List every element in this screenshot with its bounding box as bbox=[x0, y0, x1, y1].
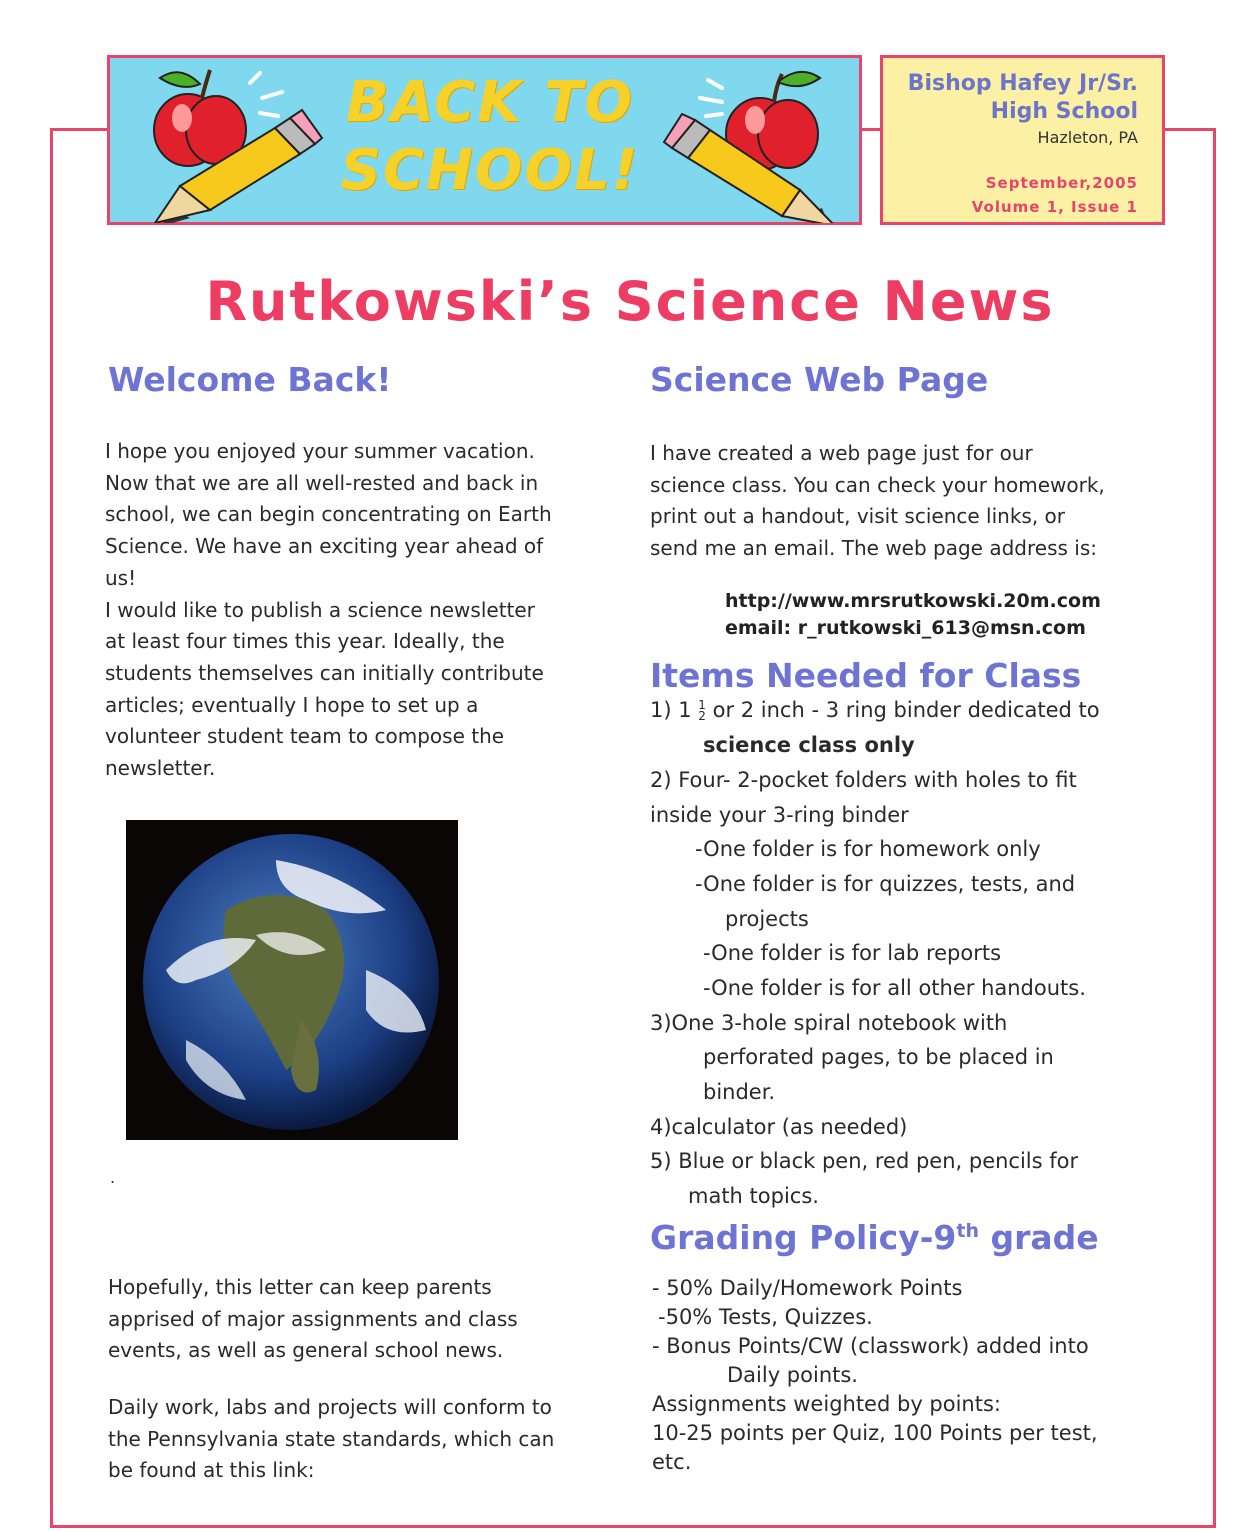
school-info-box bbox=[880, 55, 1165, 225]
grading-line: 10-25 points per Quiz, 100 Points per test, bbox=[652, 1421, 1098, 1445]
text-line: send me an email. The web page address is: bbox=[650, 536, 1097, 561]
text-line: be found at this link: bbox=[108, 1458, 315, 1483]
contact-links bbox=[725, 588, 1101, 642]
text-line: volunteer student team to compose the bbox=[105, 724, 505, 749]
text-line: school, we can begin concentrating on Earth bbox=[105, 502, 552, 527]
list-item: binder. bbox=[703, 1080, 776, 1104]
web-url-link[interactable]: http://www.mrsrutkowski.20m.com bbox=[725, 590, 1101, 612]
shine-rays-left bbox=[250, 73, 282, 116]
text-line: Daily work, labs and projects will conform to bbox=[108, 1395, 552, 1419]
grading-line: Daily points. bbox=[727, 1363, 858, 1387]
fraction-denominator: 2 bbox=[698, 709, 706, 723]
grading-heading-sup: th bbox=[956, 1220, 979, 1242]
welcome-heading: Welcome Back! bbox=[108, 360, 392, 399]
list-item: 5) Blue or black pen, red pen, pencils for bbox=[650, 1149, 1079, 1173]
fraction-half bbox=[698, 700, 706, 722]
list-item: -One folder is for quizzes, tests, and bbox=[695, 872, 1076, 896]
grading-line: - 50% Daily/Homework Points bbox=[652, 1276, 963, 1300]
fraction-numerator: 1 bbox=[698, 698, 706, 712]
text-line: apprised of major assignments and class bbox=[108, 1306, 518, 1331]
list-item: -One folder is for homework only bbox=[695, 837, 1041, 861]
email-link[interactable]: email: r_rutkowski_613@msn.com bbox=[725, 617, 1086, 639]
school-name-line1: Bishop Hafey Jr/Sr. bbox=[907, 71, 1138, 96]
text-line: at least four times this year. Ideally, the bbox=[105, 629, 505, 654]
web-heading: Science Web Page bbox=[650, 360, 989, 399]
text-line: students themselves can initially contribute bbox=[105, 660, 544, 685]
list-item: 3)One 3-hole spiral notebook with bbox=[650, 1011, 1008, 1035]
grading-line: - Bonus Points/CW (classwork) added into bbox=[652, 1334, 1089, 1358]
earth-image bbox=[126, 820, 458, 1140]
list-item: inside your 3-ring binder bbox=[650, 803, 909, 827]
newsletter-title: Rutkowski’s Science News bbox=[205, 270, 1055, 333]
list-item: projects bbox=[725, 907, 809, 931]
list-item: -One folder is for all other handouts. bbox=[703, 976, 1086, 1000]
issue-volume: Volume 1, Issue 1 bbox=[971, 198, 1138, 216]
list-item-bold: science class only bbox=[703, 733, 915, 757]
earth-globe-icon bbox=[126, 820, 458, 1140]
banner-title-line2: SCHOOL! bbox=[340, 138, 640, 203]
list-item: 4)calculator (as needed) bbox=[650, 1115, 908, 1139]
apple-icon bbox=[154, 70, 246, 166]
web-intro bbox=[650, 438, 1105, 565]
text-line: Hopefully, this letter can keep parents bbox=[108, 1275, 492, 1299]
text-line: newsletter. bbox=[105, 756, 216, 781]
text-line: I have created a web page just for our bbox=[650, 441, 1033, 465]
banner-title-line1: BACK TO bbox=[345, 70, 635, 135]
grading-heading bbox=[650, 1218, 1099, 1257]
text-line: I hope you enjoyed your summer vacation. bbox=[105, 439, 535, 463]
text-line: us! bbox=[105, 565, 137, 590]
welcome-intro bbox=[105, 436, 552, 785]
school-location: Hazleton, PA bbox=[1037, 128, 1138, 147]
text-line: the Pennsylvania state standards, which can bbox=[108, 1426, 555, 1451]
grading-line: Assignments weighted by points: bbox=[652, 1392, 1001, 1416]
list-item: 2) Four- 2-pocket folders with holes to fit bbox=[650, 768, 1077, 792]
text-line: science class. You can check your homework, bbox=[650, 472, 1105, 497]
list-item: math topics. bbox=[688, 1184, 819, 1208]
list-item: -One folder is for lab reports bbox=[703, 941, 1002, 965]
grading-heading-text: Grading Policy-9 bbox=[650, 1218, 957, 1257]
list-item bbox=[650, 698, 1100, 722]
welcome-parents bbox=[108, 1272, 518, 1367]
item-text: or 2 inch - 3 ring binder dedicated to bbox=[705, 698, 1100, 722]
grading-heading-suffix: grade bbox=[979, 1218, 1099, 1257]
text-line: print out a handout, visit science links, or bbox=[650, 504, 1065, 529]
issue-date: September,2005 bbox=[985, 174, 1138, 192]
grading-line: etc. bbox=[652, 1450, 692, 1474]
item-number: 1) 1 bbox=[650, 698, 692, 722]
list-item: perforated pages, to be placed in bbox=[703, 1045, 1054, 1069]
stray-dot: . bbox=[110, 1168, 116, 1187]
shine-rays-right bbox=[700, 80, 722, 116]
text-line: I would like to publish a science newsletter bbox=[105, 597, 535, 622]
text-line: Science. We have an exciting year ahead of bbox=[105, 534, 544, 559]
welcome-standards bbox=[108, 1392, 554, 1487]
grading-line: -50% Tests, Quizzes. bbox=[658, 1305, 873, 1329]
back-to-school-banner bbox=[107, 55, 862, 225]
text-line: events, as well as general school news. bbox=[108, 1338, 504, 1363]
text-line: Now that we are all well-rested and back in bbox=[105, 470, 539, 495]
items-heading: Items Needed for Class bbox=[650, 656, 1082, 695]
school-name-line2: High School bbox=[990, 99, 1138, 124]
text-line: articles; eventually I hope to set up a bbox=[105, 692, 479, 717]
